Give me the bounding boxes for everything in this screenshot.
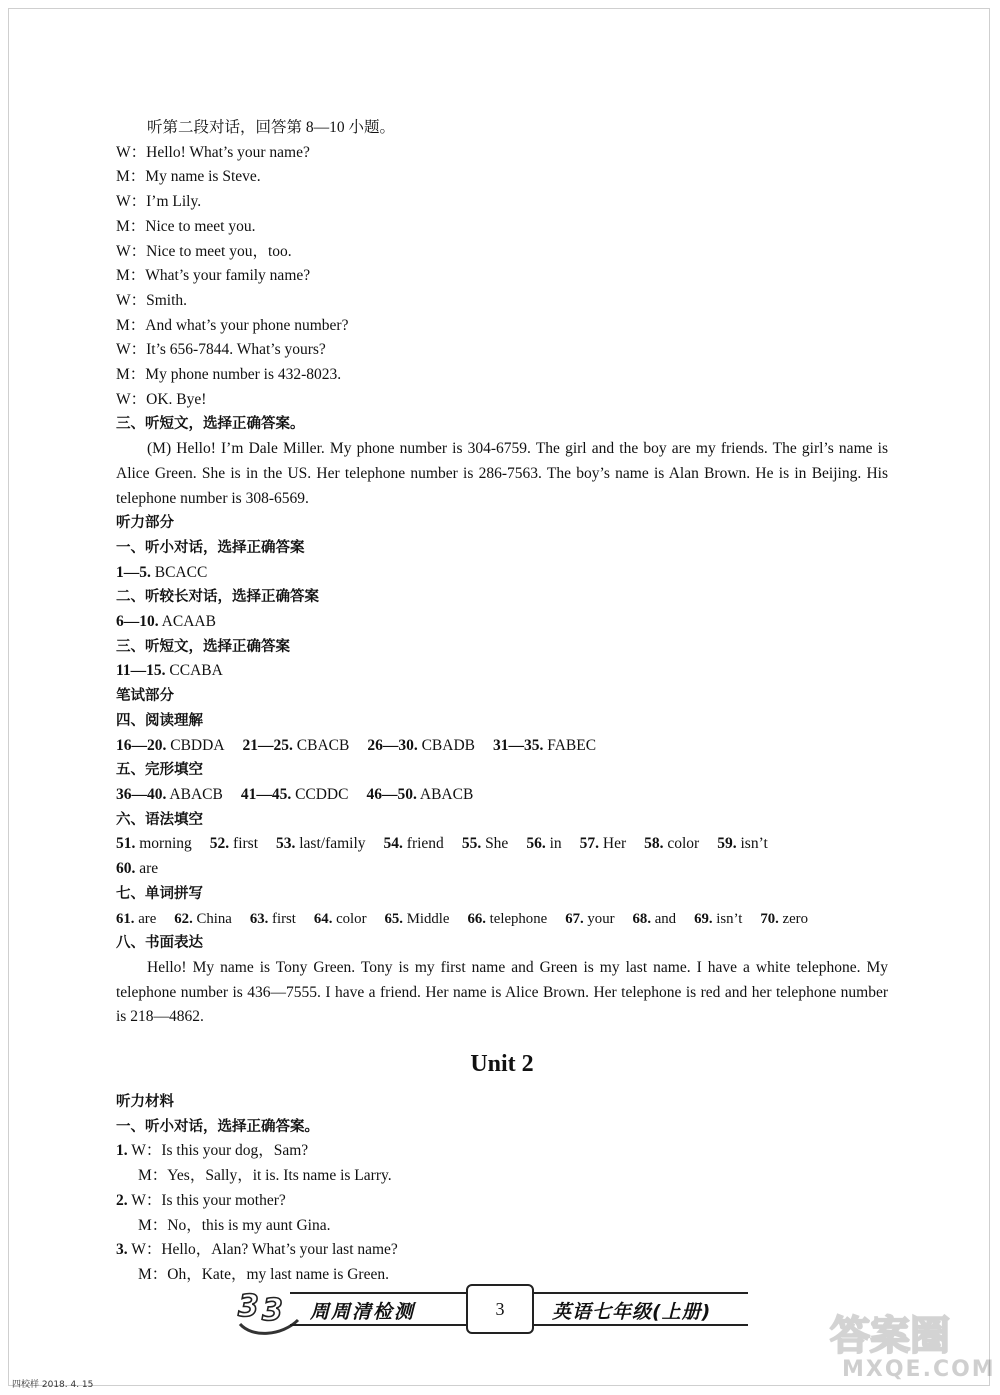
answer-item	[565, 911, 614, 927]
answer-number: 59.	[717, 835, 737, 853]
dialogue-line: M：And what’s your phone number?	[116, 316, 349, 334]
written-heading: 笔试部分	[116, 688, 174, 705]
section-title: 三、听短文，选择正确答案	[116, 638, 290, 655]
unit2-items	[116, 1139, 888, 1287]
answer-number: 52.	[209, 835, 230, 853]
answer-item	[385, 911, 450, 927]
unit2-heading: 听力材料	[116, 1094, 174, 1111]
dialogue-line: M：Nice to meet you.	[116, 217, 256, 235]
answer-row	[116, 734, 888, 759]
section-title: 七、单词拼写	[116, 885, 203, 902]
answer-number: 60.	[116, 860, 136, 878]
model-essay: Hello! My name is Tony Green. Tony is my first name and Green is my last name. I have a white telephone. My telephone number is 436—7555. I have a friend. Her name is Alice Brown. Her telephone is red and her telephone number is 218—4862.	[116, 958, 888, 1026]
answer-value: in	[549, 835, 562, 853]
answer-number: 69.	[694, 910, 713, 927]
answer-item	[462, 835, 509, 852]
question-number: 2.	[116, 1191, 128, 1209]
answer-number: 31—35.	[492, 736, 544, 754]
section-title: 一、听小对话，选择正确答案。	[116, 1118, 319, 1135]
answer-row	[116, 832, 888, 857]
speaker-m-line: M：No，this is my aunt Gina.	[138, 1216, 331, 1234]
answer-number: 51.	[116, 835, 136, 853]
answer-row	[116, 561, 888, 586]
answer-number: 36—40.	[116, 785, 167, 803]
answer-number: 61.	[116, 910, 135, 927]
section-title: 六、语法填空	[116, 811, 203, 828]
answer-number: 63.	[249, 910, 269, 927]
answer-value: CBDDA	[170, 736, 225, 754]
answer-value: morning	[139, 835, 192, 853]
dialogue-line: W：It’s 656-7844. What’s yours?	[116, 341, 326, 359]
answer-value: color	[336, 910, 367, 927]
answer-number: 58.	[644, 835, 664, 853]
answer-number: 21—25.	[242, 736, 293, 754]
speaker-m-line: M：Oh，Kate，my last name is Green.	[138, 1265, 389, 1283]
footer-book-title: 英语七年级(上册)	[552, 1301, 712, 1323]
answer-value: isn’t	[716, 910, 743, 927]
answer-value: color	[667, 835, 700, 853]
answer-number: 11—15.	[116, 662, 166, 680]
answer-value: FABEC	[547, 736, 597, 754]
section-title: 四、阅读理解	[116, 712, 203, 729]
unit-title: Unit 2	[470, 1051, 534, 1078]
question-line	[116, 1139, 888, 1164]
answer-item	[580, 835, 627, 852]
speaker-m-line: M：Yes，Sally，it is. Its name is Larry.	[138, 1167, 392, 1185]
listening-passage: (M) Hello! I’m Dale Miller. My phone number is 304-6759. The girl and the boy are my friends. The girl’s name is Alice Green. She is in the US. Her telephone number is 286-7563. The boy’s name is Alan Brown. He is in Beijing. His telephone number is 308-6569.	[116, 440, 888, 507]
answer-item	[314, 911, 367, 927]
answer-value: isn’t	[740, 835, 768, 853]
answer-number: 65.	[384, 910, 403, 927]
question-line	[116, 1238, 888, 1263]
speaker-w-line: W：Is this your mother?	[131, 1191, 286, 1209]
speaker-w-line: W：Hello，Alan? What’s your last name?	[131, 1241, 398, 1259]
answer-item	[276, 835, 366, 852]
answer-value: first	[233, 835, 258, 853]
answer-value: China	[196, 910, 232, 927]
answer-value: friend	[406, 835, 444, 853]
answer-number: 54.	[383, 835, 403, 853]
answer-value: She	[485, 835, 509, 853]
answer-item	[116, 860, 158, 877]
answer-value: CBADB	[421, 736, 475, 754]
answer-value: CBACB	[296, 736, 350, 754]
answer-number: 67.	[565, 910, 584, 927]
section-title: 八、书面表达	[116, 935, 203, 952]
answer-number: 55.	[461, 835, 482, 853]
answer-number: 1—5.	[116, 563, 151, 581]
answer-item	[384, 835, 444, 852]
answer-number: 26—30.	[367, 736, 418, 754]
answer-item	[717, 835, 768, 852]
section-title: 二、听较长对话，选择正确答案	[116, 589, 319, 606]
answer-number: 68.	[632, 910, 652, 927]
answer-item	[366, 786, 473, 803]
section-title: 五、完形填空	[116, 762, 203, 779]
answer-number: 41—45.	[240, 785, 292, 803]
dialogue-line: W：Hello! What’s your name?	[116, 143, 310, 161]
answer-value: last/family	[299, 835, 366, 853]
answer-value: Middle	[406, 910, 450, 927]
answer-item	[493, 737, 596, 754]
answer-value: zero	[782, 910, 809, 927]
answer-item	[116, 786, 223, 803]
question-number: 1.	[116, 1142, 128, 1160]
answer-value: CCDDC	[295, 785, 349, 803]
answer-item	[694, 911, 742, 927]
intro-line: 听第二段对话，回答第 8—10 小题。	[147, 119, 396, 136]
answer-number: 66.	[467, 910, 486, 927]
section-title: 一、听小对话，选择正确答案	[116, 539, 305, 556]
page-footer	[232, 1280, 752, 1340]
dialogue-line: M：My name is Steve.	[116, 168, 261, 186]
answer-number: 53.	[276, 835, 296, 853]
answer-number: 16—20.	[116, 736, 167, 754]
answer-value: ABACB	[419, 785, 474, 803]
dialogue-block	[116, 141, 888, 413]
answer-number: 6—10.	[116, 613, 159, 631]
answer-item	[250, 911, 296, 927]
answer-item	[243, 737, 350, 754]
listening-heading: 听力部分	[116, 515, 174, 532]
watermark-logo-icon	[822, 1305, 982, 1361]
answer-item	[760, 911, 808, 927]
dialogue-line: W：OK. Bye!	[116, 390, 207, 408]
svg-text:答案圈: 答案圈	[830, 1313, 950, 1359]
answer-number: 64.	[313, 910, 333, 927]
answer-item	[526, 835, 561, 852]
dialogue-line: W：Smith.	[116, 291, 188, 309]
site-watermark	[822, 1305, 996, 1383]
answer-item	[116, 911, 156, 927]
answer-item	[116, 835, 192, 852]
answer-row	[116, 610, 888, 635]
answer-number: 62.	[174, 910, 193, 927]
answer-number: 46—50.	[366, 785, 417, 803]
answer-number: 70.	[760, 910, 779, 927]
answer-value: are	[139, 860, 159, 878]
dialogue-line: M：My phone number is 432-8023.	[116, 366, 342, 384]
svg-text:3: 3	[262, 1293, 283, 1328]
answer-value: CCABA	[169, 662, 223, 680]
answer-value: Her	[602, 835, 627, 853]
question-number: 3.	[116, 1241, 128, 1259]
answer-row	[116, 907, 888, 932]
question-line	[116, 1189, 888, 1214]
proof-stamp: 四校样 2018. 4. 15	[12, 1380, 94, 1390]
answer-item	[241, 786, 349, 803]
svg-text:3: 3	[238, 1289, 259, 1324]
answer-item	[367, 737, 475, 754]
answer-item	[644, 835, 699, 852]
question-item	[116, 1139, 888, 1188]
answer-value: your	[587, 910, 615, 927]
page-content	[116, 116, 888, 1288]
answer-row	[116, 659, 888, 684]
footer-series-title: 周周清检测	[310, 1301, 416, 1323]
answer-value: ACAAB	[161, 613, 216, 631]
answer-value: BCACC	[154, 563, 208, 581]
question-item	[116, 1189, 888, 1238]
section-title: 三、听短文，选择正确答案。	[116, 416, 305, 433]
answer-value: and	[654, 910, 677, 927]
answer-row	[116, 783, 888, 808]
dialogue-line: W：I’m Lily.	[116, 193, 202, 211]
answer-item	[633, 911, 677, 927]
answer-value: ABACB	[169, 785, 223, 803]
answer-number: 57.	[579, 835, 599, 853]
speaker-w-line: W：Is this your dog，Sam?	[131, 1142, 309, 1160]
watermark-url: MXQE.COM	[842, 1357, 996, 1382]
dialogue-line: M：What’s your family name?	[116, 267, 311, 285]
answer-row	[116, 857, 888, 882]
dialogue-line: W：Nice to meet you，too.	[116, 242, 292, 260]
answer-value: first	[272, 910, 296, 927]
answer-item	[174, 911, 232, 927]
page-number: 3	[466, 1284, 534, 1334]
answer-value: are	[138, 910, 157, 927]
answer-value: telephone	[489, 910, 548, 927]
answer-item	[467, 911, 547, 927]
answer-item	[210, 835, 258, 852]
answer-number: 56.	[526, 835, 546, 853]
answer-item	[116, 737, 225, 754]
